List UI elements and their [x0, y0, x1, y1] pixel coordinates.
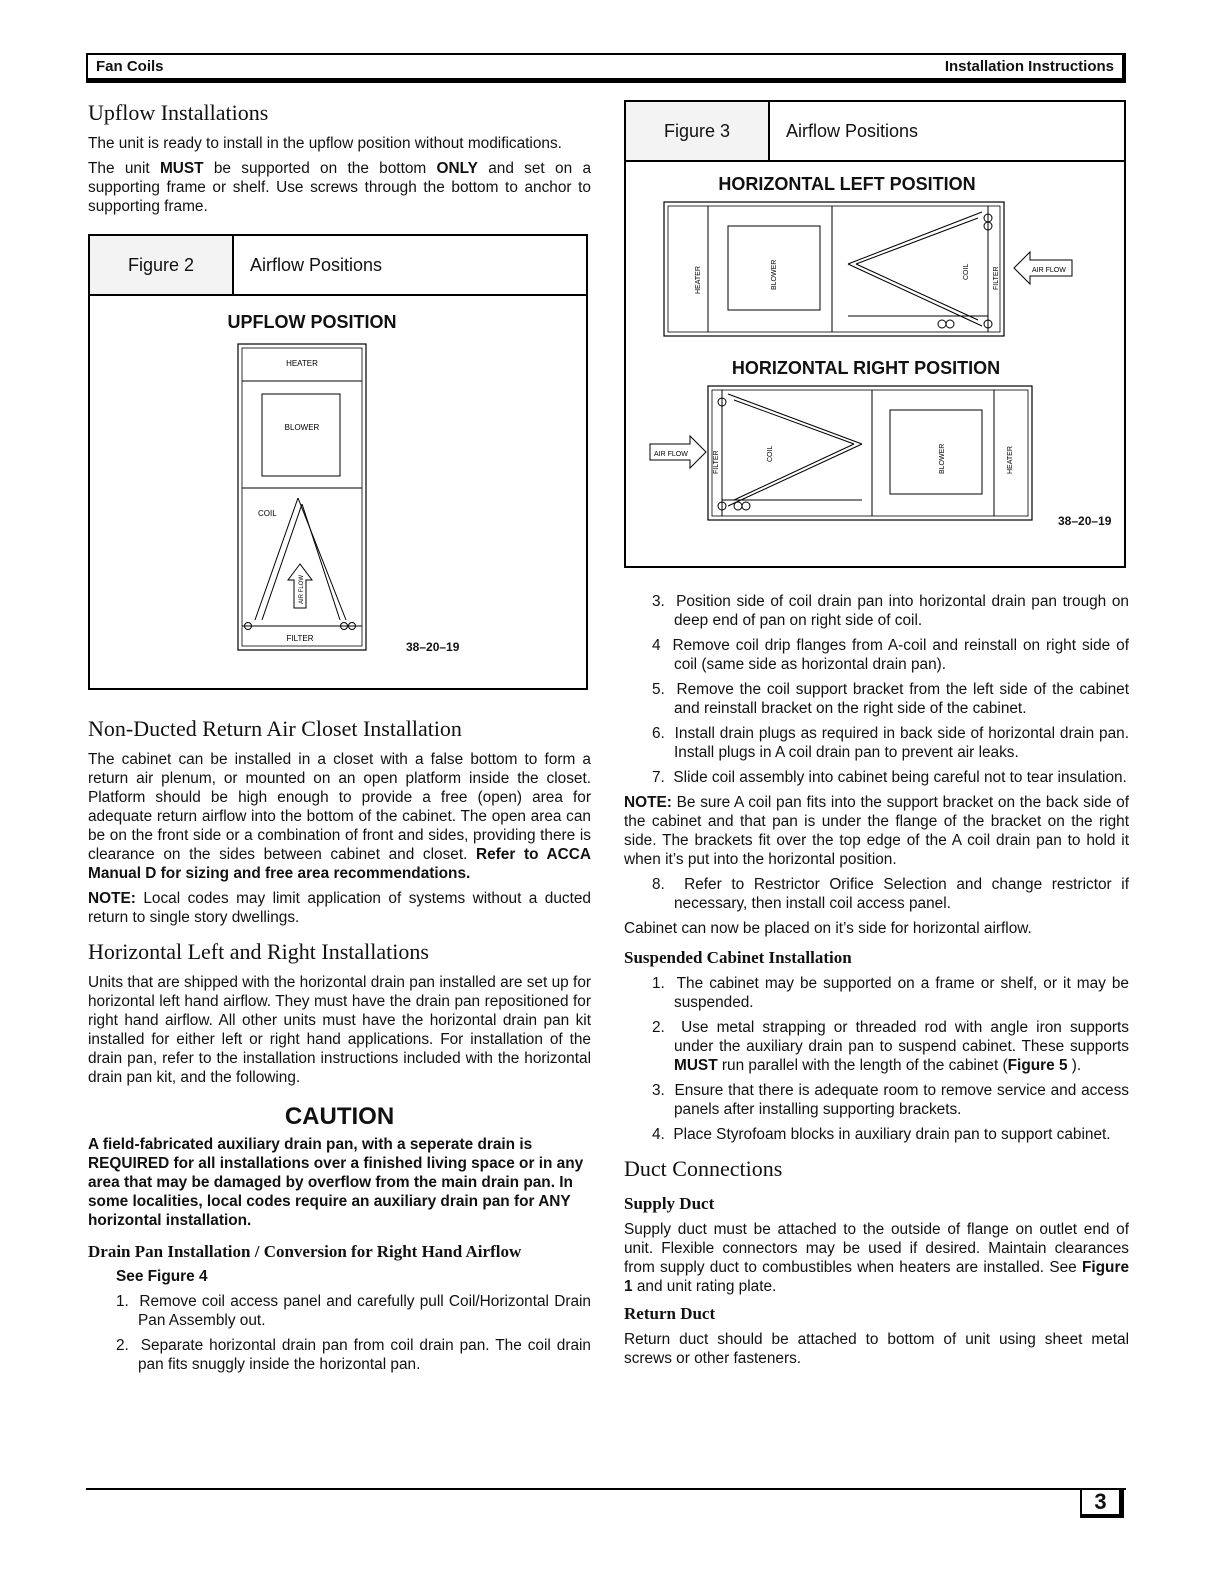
upflow-diagram — [90, 336, 586, 676]
label-airflow: AIR FLOW — [299, 574, 305, 604]
label-filter: FILTER — [713, 450, 720, 474]
step-8 — [624, 875, 1129, 913]
figure-2-tag: Figure 2 — [90, 236, 234, 294]
list-item: 3. Position side of coil drain pan into horizontal drain pan trough on deep end of pan on right side of coil. — [652, 593, 1129, 629]
drainpan-steps — [88, 1292, 591, 1374]
list-item: 1. The cabinet may be supported on a frame or shelf, or it may be suspended. — [652, 975, 1129, 1011]
label-heater: HEATER — [1007, 446, 1014, 474]
label-airflow: AIR FLOW — [654, 451, 688, 458]
horizontal-left-diagram — [626, 198, 1124, 348]
label-filter: FILTER — [993, 266, 1000, 290]
suspended-steps — [624, 974, 1129, 1144]
label-filter: FILTER — [286, 634, 314, 643]
list-item: 8. Refer to Restrictor Orifice Selection and change restrictor if necessary, then install coil access panel. — [652, 876, 1129, 912]
left-column — [88, 100, 591, 1380]
nonducted-p1: The cabinet can be installed in a closet with a false bottom to form a return air plenum, or mounted on an open platform inside the closet. Platform should be high enough to provide a free (open) area for adequate return airflow into the bottom of the cabinet. The open area can be on the front side or a combination of front and sides, providing there is clearance on the sides between cabinet and closet. Refer to ACCA Manual D for sizing and free area recommendations. — [88, 751, 591, 882]
list-item: 3. Ensure that there is adequate room to remove service and access panels after installing supporting brackets. — [652, 1082, 1129, 1118]
right-column — [624, 100, 1129, 1374]
supply-duct-title: Supply Duct — [624, 1194, 715, 1213]
caution-body: A field-fabricated auxiliary drain pan, with a seperate drain is REQUIRED for all installations over a finished living space or in any area that may be damaged by overflow from the main drain pan. In some localities, local codes require an auxiliary drain pan for ANY horizontal installation. — [88, 1136, 584, 1229]
horizontal-p1: Units that are shipped with the horizontal drain pan installed are set up for horizontal left hand airflow. They must have the drain pan repositioned for right hand airflow. All other units must have the horizontal drain pan kit installed for either left or right hand applications. For installation of the drain pan, refer to the installation instructions included with the horizontal drain pan kit, and the following. — [88, 974, 591, 1086]
upflow-p2: The unit MUST be supported on the bottom ONLY and set on a supporting frame or shelf. Use screws through the bottom to anchor to supporting frame. — [88, 160, 592, 215]
figure-2-code: 38–20–19 — [406, 640, 460, 654]
list-item: 2. Use metal strapping or threaded rod with angle iron supports under the auxiliary drain pan to suspend cabinet. These supports MUST run parallel with the length of the cabinet (Figure 5 ). — [652, 1019, 1129, 1074]
drainpan-steps-continued — [624, 592, 1129, 787]
horizontal-title: Horizontal Left and Right Installations — [88, 939, 429, 964]
figure-2 — [88, 234, 588, 690]
figure-3-tag: Figure 3 — [626, 102, 770, 160]
figure-3-caption-right: HORIZONTAL RIGHT POSITION — [731, 358, 1001, 378]
label-heater: HEATER — [695, 266, 702, 294]
return-duct-title: Return Duct — [624, 1304, 716, 1323]
return-duct-text: Return duct should be attached to bottom of unit using sheet metal screws or other fasteners. — [624, 1331, 1129, 1367]
list-item: 4 Remove coil drip flanges from A-coil and reinstall on right side of coil (same side as horizontal drain pan). — [652, 637, 1129, 673]
figure-3-code: 38–20–19 — [1058, 514, 1112, 528]
after-text: Cabinet can now be placed on it’s side for horizontal airflow. — [624, 920, 1032, 937]
figure-3 — [624, 100, 1126, 568]
nonducted-note: NOTE: Local codes may limit application of systems without a ducted return to single story dwellings. — [88, 890, 591, 926]
label-blower: BLOWER — [939, 443, 946, 474]
header-right: Installation Instructions — [944, 58, 1114, 75]
label-blower: BLOWER — [284, 423, 320, 432]
list-item: 2. Separate horizontal drain pan from coil drain pan. The coil drain pan fits snuggly inside the horizontal pan. — [116, 1337, 591, 1373]
duct-title: Duct Connections — [624, 1156, 783, 1181]
header-left: Fan Coils — [96, 58, 164, 75]
label-airflow: AIR FLOW — [1032, 267, 1066, 274]
list-item: 1. Remove coil access panel and carefully pull Coil/Horizontal Drain Pan Assembly out. — [116, 1293, 591, 1329]
label-blower: BLOWER — [771, 259, 778, 290]
list-item: 4. Place Styrofoam blocks in auxiliary drain pan to support cabinet. — [652, 1126, 1111, 1143]
drainpan-see: See Figure 4 — [116, 1268, 208, 1285]
upflow-p1: The unit is ready to install in the upflow position without modifications. — [88, 135, 562, 152]
suspended-title: Suspended Cabinet Installation — [624, 948, 852, 967]
horizontal-right-diagram — [626, 382, 1124, 532]
figure-3-caption-left: HORIZONTAL LEFT POSITION — [718, 174, 976, 194]
list-item: 7. Slide coil assembly into cabinet being careful not to tear insulation. — [652, 769, 1127, 786]
supply-duct-text: Supply duct must be attached to the outside of flange on outlet end of unit. Flexible connectors may be used if desired. Maintain clearances from supply duct to combustibles when heaters are installed. See Figure 1 and unit rating plate. — [624, 1221, 1129, 1295]
nonducted-title: Non-Ducted Return Air Closet Installation — [88, 716, 462, 741]
page-header — [86, 53, 1126, 83]
label-heater: HEATER — [286, 359, 318, 368]
caution-title: CAUTION — [284, 1103, 395, 1130]
label-coil: COIL — [767, 445, 774, 462]
label-coil: COIL — [258, 509, 277, 518]
label-coil: COIL — [963, 263, 970, 280]
right-note: NOTE: Be sure A coil pan fits into the support bracket on the back side of the cabinet and that pan is under the flange of the bracket on the right side. The brackets fit over the top edge of the A coil drain pan to hold it when it’s put into the horizontal position. — [624, 794, 1129, 868]
drainpan-title: Drain Pan Installation / Conversion for Right Hand Airflow — [88, 1242, 522, 1261]
figure-3-title: Airflow Positions — [786, 120, 919, 141]
upflow-title: Upflow Installations — [88, 100, 269, 125]
list-item: 5. Remove the coil support bracket from the left side of the cabinet and reinstall bracket on the right side of the cabinet. — [652, 681, 1129, 717]
list-item: 6. Install drain plugs as required in back side of horizontal drain pan. Install plugs in A coil drain pan to prevent air leaks. — [652, 725, 1129, 761]
figure-2-caption: UPFLOW POSITION — [227, 312, 397, 332]
figure-2-title: Airflow Positions — [250, 254, 383, 275]
page-number: 3 — [1080, 1488, 1124, 1518]
footer-rule — [86, 1488, 1126, 1490]
